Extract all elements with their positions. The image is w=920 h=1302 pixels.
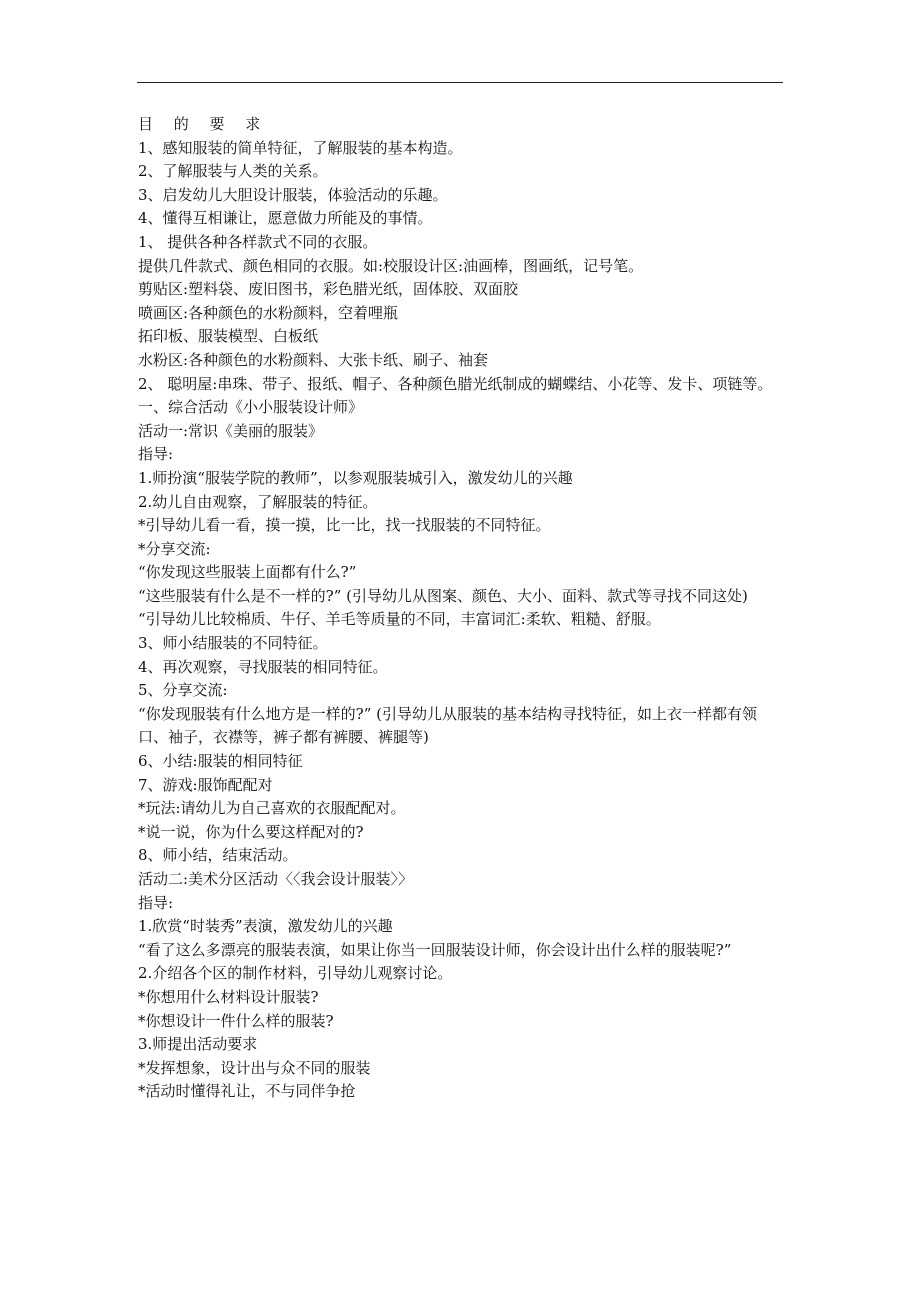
text-line: “你发现服装有什么地方是一样的?” (引导幼儿从服装的基本结构寻找特征，如上衣一样都有领口、袖子，衣襟等，裤子都有裤腰、裤腿等)	[138, 704, 758, 747]
text-line: 1.欣赏“时装秀”表演，激发幼儿的兴趣	[138, 917, 393, 936]
text-line: *分享交流:	[138, 539, 211, 558]
document-body	[138, 113, 786, 1104]
text-line: *玩法:请幼儿为自己喜欢的衣服配配对。	[138, 799, 406, 818]
text-line: 3、启发幼儿大胆设计服装，体验活动的乐趣。	[138, 185, 448, 204]
text-line: *发挥想象，设计出与众不同的服装	[138, 1058, 371, 1077]
text-line: 7、游戏:服饰配配对	[138, 775, 273, 794]
text-line: 2.介绍各个区的制作材料，引导幼儿观察讨论。	[138, 964, 453, 983]
text-line: 喷画区:各种颜色的水粉颜料，空着哩瓶	[138, 303, 399, 322]
text-line: 提供几件款式、颜色相同的衣服。如:校服设计区:油画棒，图画纸，记号笔。	[138, 256, 644, 275]
text-line: 3.师提出活动要求	[138, 1035, 258, 1054]
text-line: 4、懂得互相谦让，愿意做力所能及的事情。	[138, 209, 433, 228]
text-line: *你想设计一件什么样的服装?	[138, 1011, 334, 1030]
text-line: *说一说，你为什么要这样配对的?	[138, 822, 364, 841]
text-line: *活动时懂得礼让，不与同伴争抢	[138, 1082, 356, 1101]
text-line: “这些服装有什么是不一样的?” (引导幼儿从图案、颜色、大小、面料、款式等寻找不同这处)	[138, 586, 748, 605]
text-line: 拓印板、服装模型、白板纸	[138, 327, 319, 346]
text-line: *你想用什么材料设计服装?	[138, 987, 319, 1006]
text-line: 1.师扮演“服装学院的教师”，以参观服装城引入，激发幼儿的兴趣	[138, 468, 573, 487]
text-line: 3、师小结服装的不同特征。	[138, 634, 328, 653]
text-line: 6、小结:服装的相同特征	[138, 752, 303, 771]
activity-heading: 活动二:美术分区活动〈〈我会设计服装〉〉	[138, 870, 414, 888]
text-line: 指导:	[138, 445, 174, 464]
text-line: 1、 提供各种各样款式不同的衣服。	[138, 232, 378, 251]
doc-title: 目 的 要 求	[138, 115, 269, 133]
text-line: 2.幼儿自由观察，了解服装的特征。	[138, 492, 378, 511]
text-line: 1、感知服装的简单特征，了解服装的基本构造。	[138, 138, 463, 157]
text-line: 4、再次观察，寻找服装的相同特征。	[138, 657, 388, 676]
text-line: 指导:	[138, 893, 174, 912]
text-line: 水粉区:各种颜色的水粉颜料、大张卡纸、刷子、袖套	[138, 350, 489, 369]
text-line: 8、师小结，结束活动。	[138, 846, 298, 865]
activity-heading: 活动一:常识《美丽的服装》	[138, 421, 324, 440]
top-rule	[137, 82, 783, 83]
section-heading: 一、综合活动《小小服装设计师》	[138, 398, 364, 417]
text-line: *引导幼儿看一看，摸一摸，比一比，找一找服装的不同特征。	[138, 516, 551, 535]
text-line: 2、 聪明屋:串珠、带子、报纸、帽子、各种颜色腊光纸制成的蝴蝶结、小花等、发卡、项链等。	[138, 374, 773, 393]
text-line: “引导幼儿比较棉质、牛仔、羊毛等质量的不同，丰富词汇:柔软、粗糙、舒服。	[138, 610, 661, 629]
text-line: 剪贴区:塑料袋、废旧图书，彩色腊光纸，固体胶、双面胶	[138, 280, 519, 299]
text-line: 2、了解服装与人类的关系。	[138, 162, 328, 181]
text-line: “你发现这些服装上面都有什么?”	[138, 563, 357, 582]
text-line: 5、分享交流:	[138, 681, 228, 700]
text-line: “看了这么多漂亮的服装表演，如果让你当一回服装设计师，你会设计出什么样的服装呢?”	[138, 940, 732, 959]
